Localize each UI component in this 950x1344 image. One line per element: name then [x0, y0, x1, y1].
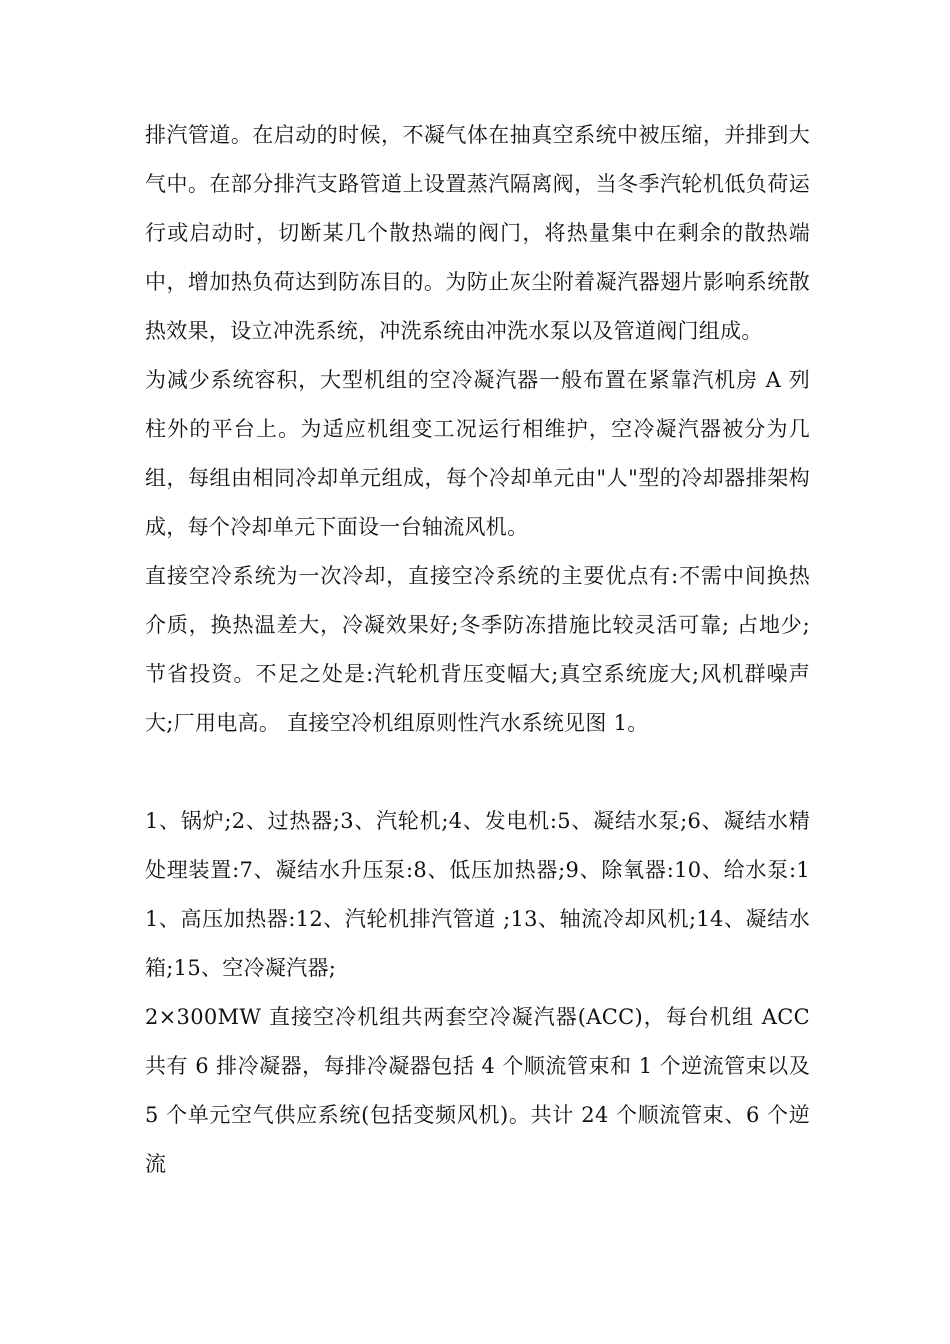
- paragraph-spacer: [145, 748, 810, 797]
- paragraph-acc-description: 2×300MW 直接空冷机组共两套空冷凝汽器(ACC)，每台机组 ACC 共有 6 排冷凝器，每排冷凝器包括 4 个顺流管束和 1 个逆流管束以及 5 个单元空气供应系统(包括变频风机)。共计 24 个顺流管束、6 个逆流: [145, 1005, 810, 1176]
- paragraph-condenser-layout: 为减少系统容积，大型机组的空冷凝汽器一般布置在紧靠汽机房 A 列柱外的平台上。为适应机组变工况运行相维护，空冷凝汽器被分为几组，每组由相同冷却单元组成，每个冷却单元由"人"型的冷却器排架构成，每个冷却单元下面设一台轴流风机。: [145, 368, 810, 539]
- paragraph-advantages: 直接空冷系统为一次冷却，直接空冷系统的主要优点有:不需中间换热介质，换热温差大，冷凝效果好;冬季防冻措施比较灵活可靠; 占地少;节省投资。不足之处是:汽轮机背压变幅大;真空系统庞大;风机群噪声大;厂用电高。 直接空冷机组原则性汽水系统见图 1。: [145, 564, 810, 735]
- document-body: [145, 111, 810, 1189]
- paragraph-exhaust-piping: 排汽管道。在启动的时候，不凝气体在抽真空系统中被压缩，并排到大气中。在部分排汽支路管道上设置蒸汽隔离阀，当冬季汽轮机低负荷运行或启动时，切断某几个散热端的阀门，将热量集中在剩余的散热端中，增加热负荷达到防冻目的。为防止灰尘附着凝汽器翅片影响系统散热效果，设立冲洗系统，冲洗系统由冲洗水泵以及管道阀门组成。: [145, 123, 810, 343]
- paragraph-figure-legend: 1、锅炉;2、过热器;3、汽轮机;4、发电机:5、凝结水泵;6、凝结水精处理装置:7、凝结水升压泵:8、低压加热器;9、除氧器:10、给水泵:11、高压加热器:12、汽轮机排汽管道 ;13、轴流冷却风机;14、凝结水箱;15、空冷凝汽器;: [145, 809, 810, 980]
